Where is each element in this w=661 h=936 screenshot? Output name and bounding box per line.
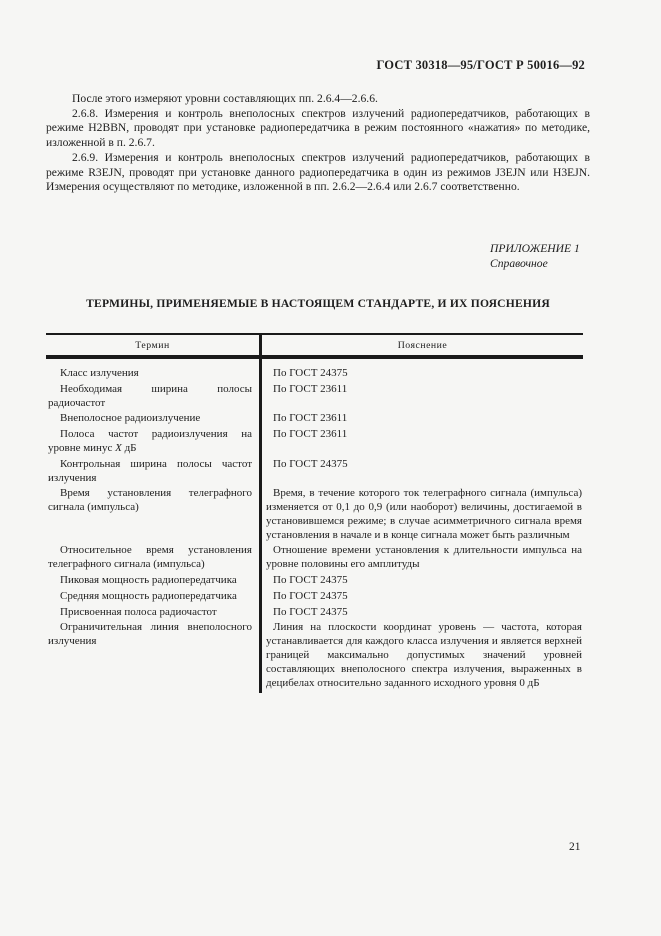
term-cell: Относительное время установления телеграфного сигнала (импульса) [46, 543, 262, 573]
term-cell: Контрольная ширина полосы частот излучения [46, 457, 262, 487]
explanation-cell: По ГОСТ 24375 [273, 457, 348, 470]
term-cell: Присвоенная полоса радиочастот [46, 605, 262, 621]
table-row [46, 427, 583, 457]
term-cell: Полоса частот радиоизлучения на уровне минус X дБ [46, 427, 262, 457]
table-row [46, 457, 583, 487]
column-header-explanation: Пояснение [397, 339, 448, 351]
term-cell: Пиковая мощность радиопередатчика [46, 573, 262, 589]
table-row [46, 605, 583, 621]
term-cell: Средняя мощность радиопередатчика [46, 589, 262, 605]
explanation-cell: Отношение времени установления к длительности импульса на уровне половины его амплитуды [266, 544, 582, 571]
explanation-cell: По ГОСТ 23611 [273, 428, 348, 441]
column-header-term: Термин [46, 335, 262, 355]
term-cell: Необходимая ширина полосы радиочастот [46, 382, 262, 412]
page-number: 21 [569, 841, 581, 853]
term-cell: Ограничительная линия внеполосного излучения [46, 620, 262, 693]
table-row [46, 589, 583, 605]
explanation-cell: Линия на плоскости координат уровень — частота, которая устанавливается для каждого класса излучения и является верхней границей максимально допустимых значений уровней составляющих внеполосного спектра излучения, выраженных в децибелах относительно заданного исходного уровня 0 дБ [266, 621, 582, 689]
section-title: ТЕРМИНЫ, ПРИМЕНЯЕМЫЕ В НАСТОЯЩЕМ СТАНДАРТЕ, И ИХ ПОЯСНЕНИЯ [86, 296, 550, 310]
paragraph: После этого измеряют уровни составляющих пп. 2.6.4—2.6.6. [72, 92, 378, 105]
explanation-cell: По ГОСТ 24375 [273, 605, 348, 618]
table-body [46, 359, 583, 694]
appendix-block [490, 241, 590, 271]
paragraph: 2.6.9. Измерения и контроль внеполосных спектров излучений радиопередатчиков, работающих в режиме R3EJN, проводят при установке данного радиопередатчика в один из режимов J3EJN или H3EJN. Измерения осуществляют по методике, изложенной в пп. 2.6.2—2.6.4 или 2.6.7 соответственно. [46, 150, 590, 194]
explanation-cell: По ГОСТ 23611 [273, 412, 348, 425]
term-cell: Класс излучения [46, 359, 262, 382]
table-row [46, 620, 583, 693]
table-header-row [46, 335, 583, 359]
explanation-cell: По ГОСТ 24375 [273, 589, 348, 602]
paragraph: 2.6.8. Измерения и контроль внеполосных спектров излучений радиопередатчиков, работающих в режиме H2BBN, проводят при установке радиопередатчика в режим постоянного «нажатия» по методике, изложенной в п. 2.6.7. [46, 106, 590, 150]
appendix-sublabel: Справочное [490, 256, 548, 270]
term-cell: Внеполосное радиоизлучение [46, 411, 262, 427]
explanation-cell: По ГОСТ 23611 [273, 382, 348, 395]
table-row [46, 573, 583, 589]
table-row [46, 411, 583, 427]
term-cell: Время установления телеграфного сигнала (импульса) [46, 486, 262, 543]
table-row [46, 382, 583, 412]
terms-table [46, 333, 583, 694]
document-standard-number: ГОСТ 30318—95/ГОСТ Р 50016—92 [376, 58, 585, 72]
table-row [46, 359, 583, 382]
body-text [46, 92, 590, 195]
table-row [46, 486, 583, 543]
explanation-cell: По ГОСТ 24375 [273, 366, 348, 379]
explanation-cell: Время, в течение которого ток телеграфного сигнала (импульса) изменяется от 0,1 до 0,9 (или наоборот) величины, достигаемой в установившемся режиме; в случае асимметричного сигнала время установления в начале и в конце сигнала может быть различным [266, 487, 582, 541]
explanation-cell: По ГОСТ 24375 [273, 574, 348, 587]
appendix-label: ПРИЛОЖЕНИЕ 1 [490, 241, 580, 255]
table-row [46, 543, 583, 573]
